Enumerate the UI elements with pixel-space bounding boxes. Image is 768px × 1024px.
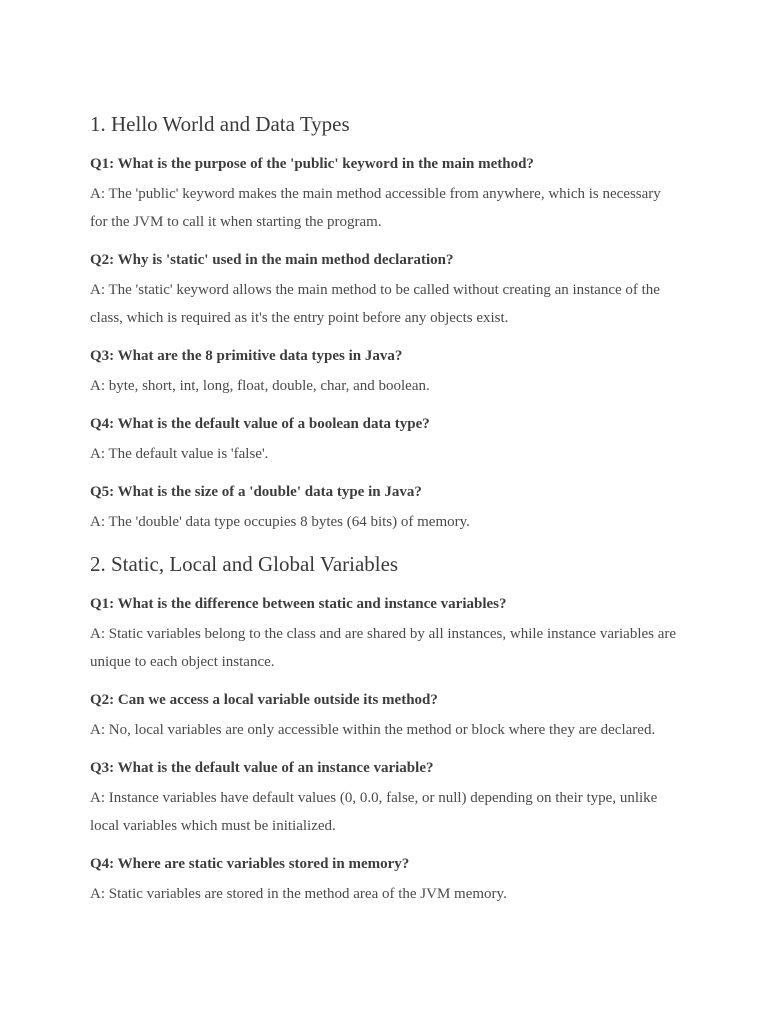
question-text: Q3: What is the default value of an instance variable? <box>90 760 434 776</box>
answer-text: A: The default value is 'false'. <box>90 446 269 462</box>
answer-text: A: The 'double' data type occupies 8 bytes (64 bits) of memory. <box>90 514 470 530</box>
answer-text: A: The 'static' keyword allows the main method to be called without creating an instance of the class, which is required as it's the entry point before any objects exist. <box>90 282 660 326</box>
question-text: Q1: What is the purpose of the 'public' keyword in the main method? <box>90 156 534 172</box>
section-title: 2. Static, Local and Global Variables <box>90 552 399 576</box>
answer-text: A: byte, short, int, long, float, double, char, and boolean. <box>90 378 430 394</box>
qa-item <box>90 248 680 332</box>
question-text: Q4: What is the default value of a boolean data type? <box>90 416 430 432</box>
qa-item <box>90 592 680 676</box>
section-static-local-global-variables <box>90 548 680 908</box>
answer-text: A: No, local variables are only accessible within the method or block where they are declared. <box>90 722 656 738</box>
question-text: Q4: Where are static variables stored in memory? <box>90 856 410 872</box>
qa-item <box>90 756 680 840</box>
question-text: Q2: Why is 'static' used in the main method declaration? <box>90 252 454 268</box>
section-hello-world-data-types <box>90 108 680 536</box>
question-text: Q3: What are the 8 primitive data types in Java? <box>90 348 403 364</box>
question-text: Q2: Can we access a local variable outside its method? <box>90 692 438 708</box>
qa-item <box>90 152 680 236</box>
document-page <box>90 108 680 920</box>
answer-text: A: Static variables belong to the class and are shared by all instances, while instance variables are unique to each object instance. <box>90 626 677 670</box>
qa-item <box>90 412 680 468</box>
qa-item <box>90 688 680 744</box>
answer-text: A: Instance variables have default values (0, 0.0, false, or null) depending on their type, unlike local variables which must be initialized. <box>90 790 658 834</box>
qa-item <box>90 344 680 400</box>
qa-item <box>90 480 680 536</box>
answer-text: A: Static variables are stored in the method area of the JVM memory. <box>90 886 507 902</box>
qa-item <box>90 852 680 908</box>
section-title: 1. Hello World and Data Types <box>90 112 350 136</box>
answer-text: A: The 'public' keyword makes the main method accessible from anywhere, which is necessary for the JVM to call it when starting the program. <box>90 186 661 230</box>
question-text: Q5: What is the size of a 'double' data type in Java? <box>90 484 422 500</box>
question-text: Q1: What is the difference between static and instance variables? <box>90 596 507 612</box>
